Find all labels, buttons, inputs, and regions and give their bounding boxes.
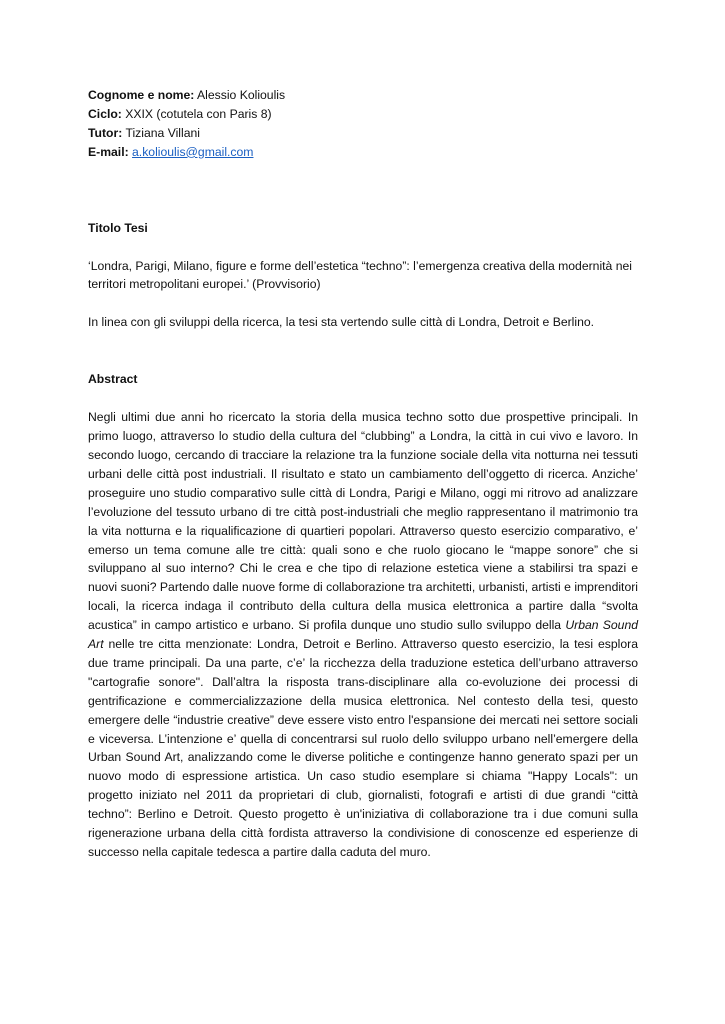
spacer — [88, 200, 638, 219]
name-line — [88, 86, 638, 105]
name-value: Alessio Kolioulis — [197, 88, 286, 102]
abstract-heading: Abstract — [88, 372, 138, 387]
tutor-label: Tutor: — [88, 125, 123, 140]
tutor-line — [88, 124, 638, 143]
cycle-label: Ciclo: — [88, 106, 122, 121]
email-label: E-mail: — [88, 144, 129, 159]
abstract-body — [88, 408, 638, 862]
spacer — [88, 332, 638, 370]
abstract-text-italic: Urban Sound Art — [88, 618, 638, 652]
thesis-title: ‘Londra, Parigi, Milano, figure e forme dell’estetica “techno”: l’emergenza creativa della modernità nei territori metropolitani europei.’ (Provvisorio) — [88, 258, 632, 292]
cycle-value: XXIX (cotutela con Paris 8) — [125, 106, 272, 121]
tutor-value: Tiziana Villani — [125, 125, 200, 140]
name-label: Cognome e nome: — [88, 88, 195, 102]
spacer — [88, 294, 638, 313]
spacer — [88, 389, 638, 408]
spacer — [88, 238, 638, 257]
abstract-text-part2: nelle tre citta menzionate: Londra, Detroit e Berlino. Attraverso questo esercizio, la tesi esplora due trame principali. Da una parte, c’e’ la ricchezza della traduzione estetica dell’urbano attraverso "cartografie sonore". Dall’altra la risposta trans-disciplinare alla co-evoluzione dei processi di gentrificazione e commercializzazione della musica elettronica. Nel contesto della tesi, questo emergere delle “industrie creative” deve essere visto entro l'espansione dei mercati nei settore sociali e viceversa. L’intenzione e’ quella di concentrarsi sul ruolo dello sviluppo urbano nell’emergere della Urban Sound Art, analizzando come le diverse politiche e contingenze hanno generato spazi per un nuovo modo di espressione artistica. Un caso studio esemplare si chiama "Happy Locals": un progetto iniziato nel 2011 da proprietari di club, giornalisti, fotografi e artisti di due grandi “città techno”: Berlino e Detroit. Questo progetto è un'iniziativa di collaborazione tra i due comuni sulla rigenerazione urbana della città fordista attraverso la condivisione di conoscenze ed esperienze di successo nella capitale tedesca a partire dalla caduta del muro. — [88, 637, 638, 859]
cycle-line — [88, 105, 638, 124]
email-line — [88, 143, 638, 162]
thesis-note: In linea con gli sviluppi della ricerca, la tesi sta vertendo sulle città di Londra, Detroit e Berlino. — [88, 315, 595, 330]
thesis-heading: Titolo Tesi — [88, 220, 148, 235]
email-link[interactable]: a.kolioulis@gmail.com — [132, 144, 254, 159]
document-page — [88, 86, 638, 862]
spacer — [88, 162, 638, 200]
abstract-text-part1: Negli ultimi due anni ho ricercato la storia della musica techno sotto due prospettive principali. In primo luogo, attraverso lo studio della cultura del “clubbing” a Londra, la città in cui vivo e lavoro. In secondo luogo, cercando di tracciare la relazione tra la funzione sociale della vita notturna nei tessuti urbani delle città post industriali. Il risultato e stato un cambiamento dell’oggetto di ricerca. Anziche’ proseguire uno studio comparativo sulle città di Londra, Parigi e Milano, oggi mi ritrovo ad analizzare l’evoluzione del tessuto urbano di tre città post-industriali che meglio rappresentano il matrimonio tra la vita notturna e la riqualificazione di quartieri popolari. Attraverso questo esercizio comparativo, e’ emerso un tema comune alle tre città: quali sono e che ruolo giocano le “mappe sonore” che si sviluppano al suo interno? Chi le crea e che tipo di relazione estetica viene a stabilirsi tra spazi e nuovi suoni? Partendo dalle nuove forme di collaborazione tra architetti, urbanisti, artisti e imprenditori locali, la ricerca indaga il contributo della cultura della musica elettronica a partire dalla “svolta acustica” in campo artistico e urbano. Si profila dunque uno studio sullo sviluppo della — [88, 410, 638, 633]
